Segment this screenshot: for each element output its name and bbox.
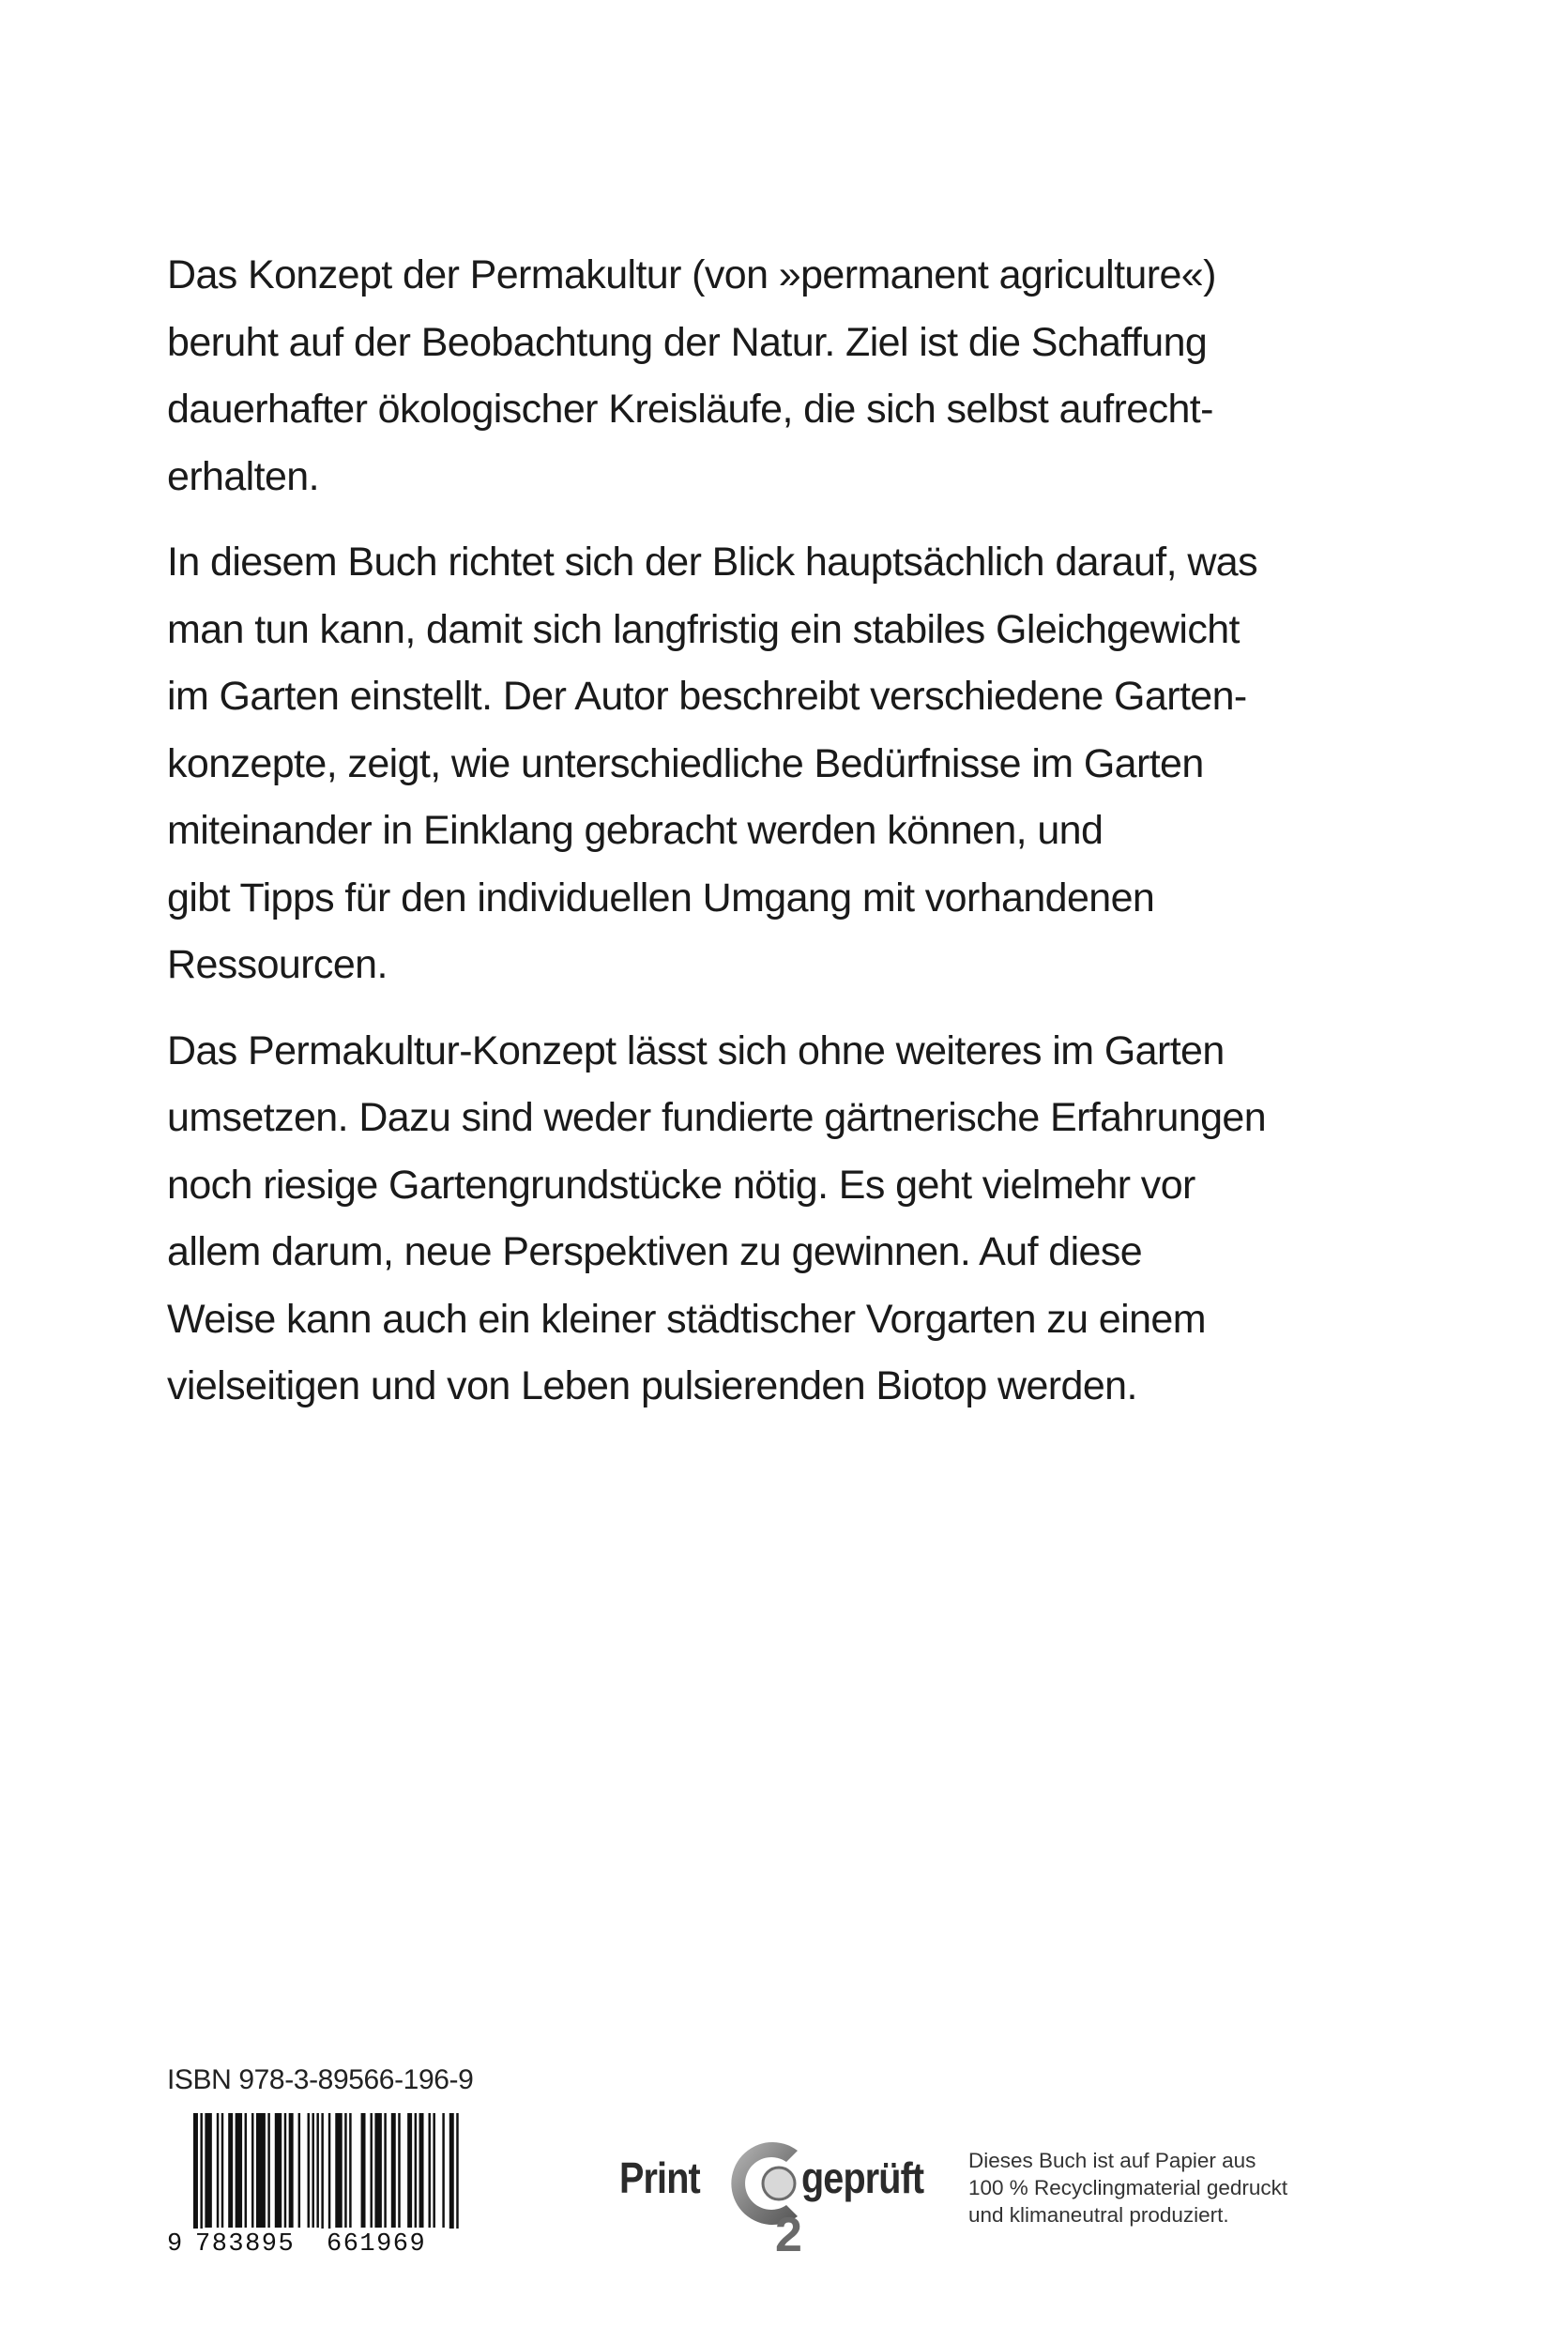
barcode-bar (449, 2113, 454, 2240)
blurb-line: miteinander in Einklang gebracht werden können, und (167, 808, 1104, 853)
print-co2-logo (619, 2122, 957, 2259)
blurb-line: noch riesige Gartengrundstücke nötig. Es geht vielmehr vor (167, 1162, 1195, 1208)
barcode-bar (228, 2113, 233, 2228)
barcode-bar (200, 2113, 202, 2240)
barcode-bar (456, 2113, 458, 2240)
barcode-bar (205, 2113, 211, 2228)
blurb-paragraph-1 (167, 242, 1246, 510)
barcode-bar (370, 2113, 372, 2228)
blurb-line: Weise kann auch ein kleiner städtischer Vorgarten zu einem (167, 1296, 1206, 1342)
barcode-bar (193, 2113, 198, 2240)
barcode-bar (433, 2113, 434, 2228)
barcode-bar (361, 2113, 366, 2228)
blurb-line: In diesem Buch richtet sich der Blick hauptsächlich darauf, was (167, 540, 1258, 585)
barcode-bar (316, 2113, 318, 2228)
barcode-bar (217, 2113, 219, 2228)
blurb-line: beruht auf der Beobachtung der Natur. Ziel ist die Schaffung (167, 319, 1208, 365)
blurb-line: konzepte, zeigt, wie unterschiedliche Bedürfnisse im Garten (167, 740, 1204, 786)
barcode-bar (321, 2113, 323, 2240)
barcode-bar (289, 2113, 294, 2228)
eco-note (968, 2147, 1325, 2229)
barcode-bar (245, 2113, 247, 2228)
co2-icon (721, 2122, 814, 2259)
blurb-paragraph-3 (167, 1018, 1267, 1421)
blurb-line: umsetzen. Dazu sind weder fundierte gärtnerische Erfahrungen (167, 1095, 1267, 1140)
barcode-digits (167, 2229, 465, 2260)
blurb-line: Ressourcen. (167, 942, 388, 987)
barcode-digit-group-2: 661969 (327, 2230, 427, 2259)
blurb-line: dauerhafter ökologischer Kreisläufe, die sich selbst aufrecht- (167, 387, 1213, 432)
barcode-bar (251, 2113, 253, 2228)
barcode-bar (312, 2113, 313, 2228)
barcode-bar (384, 2113, 386, 2228)
blurb-line: erhalten. (167, 453, 319, 499)
blurb-line: Das Konzept der Permakultur (von »permanent agriculture«) (167, 252, 1216, 297)
isbn-barcode (167, 2113, 465, 2240)
eco-note-line: und klimaneutral produziert. (968, 2203, 1229, 2227)
barcode-bar (344, 2113, 346, 2228)
barcode-digit-group-1: 783895 (195, 2230, 296, 2259)
blurb-line: man tun kann, damit sich langfristig ein stabiles Gleichgewicht (167, 606, 1240, 652)
barcode-bar (275, 2113, 282, 2228)
svg-text:2: 2 (775, 2208, 802, 2259)
barcode-bar (391, 2113, 396, 2228)
barcode-bar (256, 2113, 266, 2228)
barcode-bar (328, 2113, 330, 2240)
eco-note-line: Dieses Buch ist auf Papier aus (968, 2149, 1256, 2172)
barcode-bar (298, 2113, 300, 2228)
blurb-line: im Garten einstellt. Der Autor beschreibt verschiedene Garten- (167, 674, 1247, 719)
blurb-paragraph-2 (167, 529, 1258, 999)
barcode-bar (335, 2113, 342, 2228)
logo-word-print: Print (619, 2153, 700, 2202)
blurb-line: allem darum, neue Perspektiven zu gewinnen. Auf diese (167, 1229, 1143, 1274)
barcode-bar (349, 2113, 351, 2228)
barcode-bar (284, 2113, 286, 2228)
isbn-label: ISBN 978-3-89566-196-9 (167, 2064, 474, 2095)
barcode-bar (267, 2113, 269, 2228)
barcode-bar (308, 2113, 310, 2228)
blurb-line: vielseitigen und von Leben pulsierenden Biotop werden. (167, 1363, 1137, 1408)
eco-note-line: 100 % Recyclingmaterial gedruckt (968, 2176, 1288, 2199)
barcode-bar (398, 2113, 400, 2228)
back-cover-blurb (167, 242, 1267, 1421)
logo-word-geprueft: geprüft (801, 2153, 924, 2202)
barcode-bar (419, 2113, 424, 2228)
barcode-bar (236, 2113, 242, 2228)
barcode-bar (442, 2113, 444, 2228)
barcode-bars (167, 2113, 465, 2240)
barcode-bar (221, 2113, 223, 2228)
barcode-lead-digit: 9 (167, 2230, 183, 2259)
barcode-bar (415, 2113, 417, 2228)
barcode-bar (407, 2113, 412, 2228)
barcode-bar (428, 2113, 430, 2228)
blurb-line: Das Permakultur-Konzept lässt sich ohne weiteres im Garten (167, 1027, 1225, 1073)
blurb-line: gibt Tipps für den individuellen Umgang mit vorhandenen (167, 875, 1155, 920)
barcode-bar (374, 2113, 381, 2228)
